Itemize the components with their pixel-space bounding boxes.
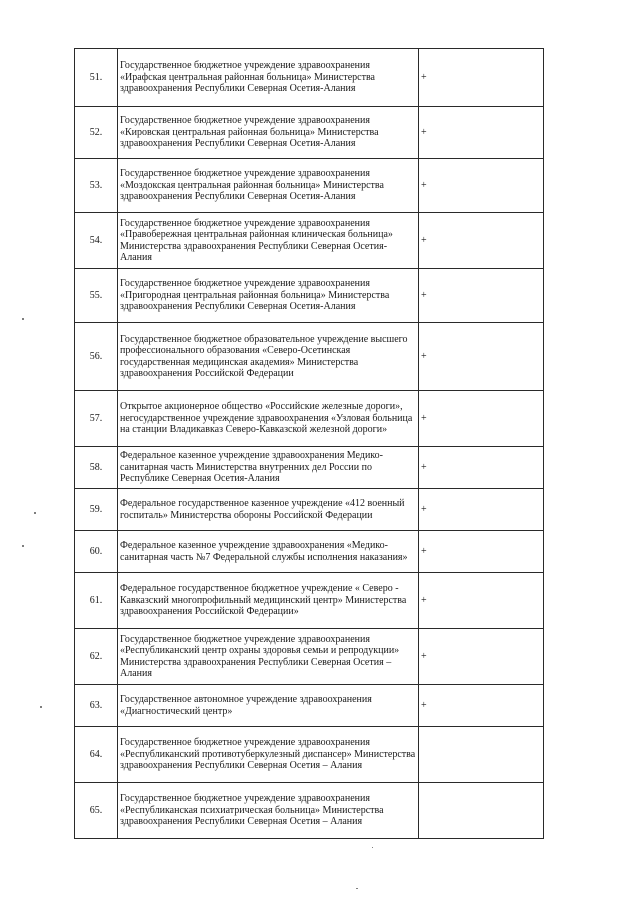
institution-name: Государственное бюджетное учреждение здравоохранения «Моздокская центральная районная больница» Министерства здравоохранения Республики Северная Осетия-Алания (118, 159, 419, 213)
institution-name: Государственное бюджетное учреждение здравоохранения «Ирафская центральная районная больница» Министерства здравоохранения Республики Северная Осетия-Алания (118, 49, 419, 107)
participation-mark: + (419, 49, 544, 107)
row-number: 51. (75, 49, 118, 107)
participation-mark: + (419, 489, 544, 531)
row-number: 62. (75, 629, 118, 685)
participation-mark: + (419, 629, 544, 685)
row-number: 61. (75, 573, 118, 629)
institution-name: Государственное автономное учреждение здравоохранения «Диагностический центр» (118, 685, 419, 727)
scan-speck (22, 318, 24, 320)
participation-mark: + (419, 685, 544, 727)
institution-name: Открытое акционерное общество «Российские железные дороги», негосударственное учреждение здравоохранения «Узловая больница на станции Владикавказ Северо-Кавказской железной дороги» (118, 391, 419, 447)
table-row (75, 783, 544, 839)
table-row (75, 573, 544, 629)
row-number: 58. (75, 447, 118, 489)
table-row (75, 391, 544, 447)
institution-name: Федеральное казенное учреждение здравоохранения Медико-санитарная часть Министерства внутренних дел России по Республике Северная Осетия-Алания (118, 447, 419, 489)
scan-speck (34, 512, 36, 514)
table-row (75, 213, 544, 269)
row-number: 52. (75, 107, 118, 159)
institution-name: Государственное бюджетное учреждение здравоохранения «Республиканский противотуберкулезный диспансер» Министерства здравоохранения Республики Северная Осетия – Алания (118, 727, 419, 783)
scan-speck (22, 545, 24, 547)
table-row (75, 727, 544, 783)
participation-mark: + (419, 323, 544, 391)
table-row (75, 447, 544, 489)
participation-mark: + (419, 213, 544, 269)
institution-name: Федеральное казенное учреждение здравоохранения «Медико-санитарная часть №7 Федеральной службы исполнения наказания» (118, 531, 419, 573)
table-row (75, 49, 544, 107)
participation-mark: + (419, 447, 544, 489)
participation-mark: + (419, 269, 544, 323)
participation-mark: + (419, 107, 544, 159)
table-row (75, 107, 544, 159)
row-number: 64. (75, 727, 118, 783)
institution-name: Государственное бюджетное учреждение здравоохранения «Республиканский центр охраны здоровья семьи и репродукции» Министерства здравоохранения Республики Северная Осетия – Алания (118, 629, 419, 685)
table-row (75, 489, 544, 531)
institutions-table (74, 48, 544, 839)
row-number: 63. (75, 685, 118, 727)
participation-mark: + (419, 159, 544, 213)
row-number: 59. (75, 489, 118, 531)
participation-mark: + (419, 531, 544, 573)
row-number: 55. (75, 269, 118, 323)
table-row (75, 629, 544, 685)
row-number: 60. (75, 531, 118, 573)
institution-name: Государственное бюджетное учреждение здравоохранения «Кировская центральная районная больница» Министерства здравоохранения Республики Северная Осетия-Алания (118, 107, 419, 159)
table-row (75, 159, 544, 213)
row-number: 54. (75, 213, 118, 269)
table-row (75, 269, 544, 323)
row-number: 57. (75, 391, 118, 447)
institution-name: Государственное бюджетное учреждение здравоохранения «Правобережная центральная районная клиническая больница» Министерства здравоохранения Республики Северная Осетия-Алания (118, 213, 419, 269)
participation-mark: + (419, 391, 544, 447)
institution-name: Государственное бюджетное учреждение здравоохранения «Пригородная центральная районная больница» Министерства здравоохранения Республики Северная Осетия-Алания (118, 269, 419, 323)
scan-speck (372, 847, 373, 848)
row-number: 53. (75, 159, 118, 213)
institution-name: Федеральное государственное казенное учреждение «412 военный госпиталь» Министерства обороны Российской Федерации (118, 489, 419, 531)
table-row (75, 685, 544, 727)
participation-mark (419, 783, 544, 839)
table-row (75, 531, 544, 573)
scan-speck (356, 888, 358, 889)
row-number: 65. (75, 783, 118, 839)
participation-mark: + (419, 573, 544, 629)
institution-name: Государственное бюджетное образовательное учреждение высшего профессионального образования «Северо-Осетинская государственная медицинская академия» Министерства здравоохранения Российской Федерации (118, 323, 419, 391)
institution-name: Государственное бюджетное учреждение здравоохранения «Республиканская психиатрическая больница» Министерства здравоохранения Республики Северная Осетия – Алания (118, 783, 419, 839)
row-number: 56. (75, 323, 118, 391)
table-row (75, 323, 544, 391)
participation-mark (419, 727, 544, 783)
institution-name: Федеральное государственное бюджетное учреждение « Северо - Кавказский многопрофильный медицинский центр» Министерства здравоохранения Российской Федерации» (118, 573, 419, 629)
scan-speck (40, 706, 42, 708)
